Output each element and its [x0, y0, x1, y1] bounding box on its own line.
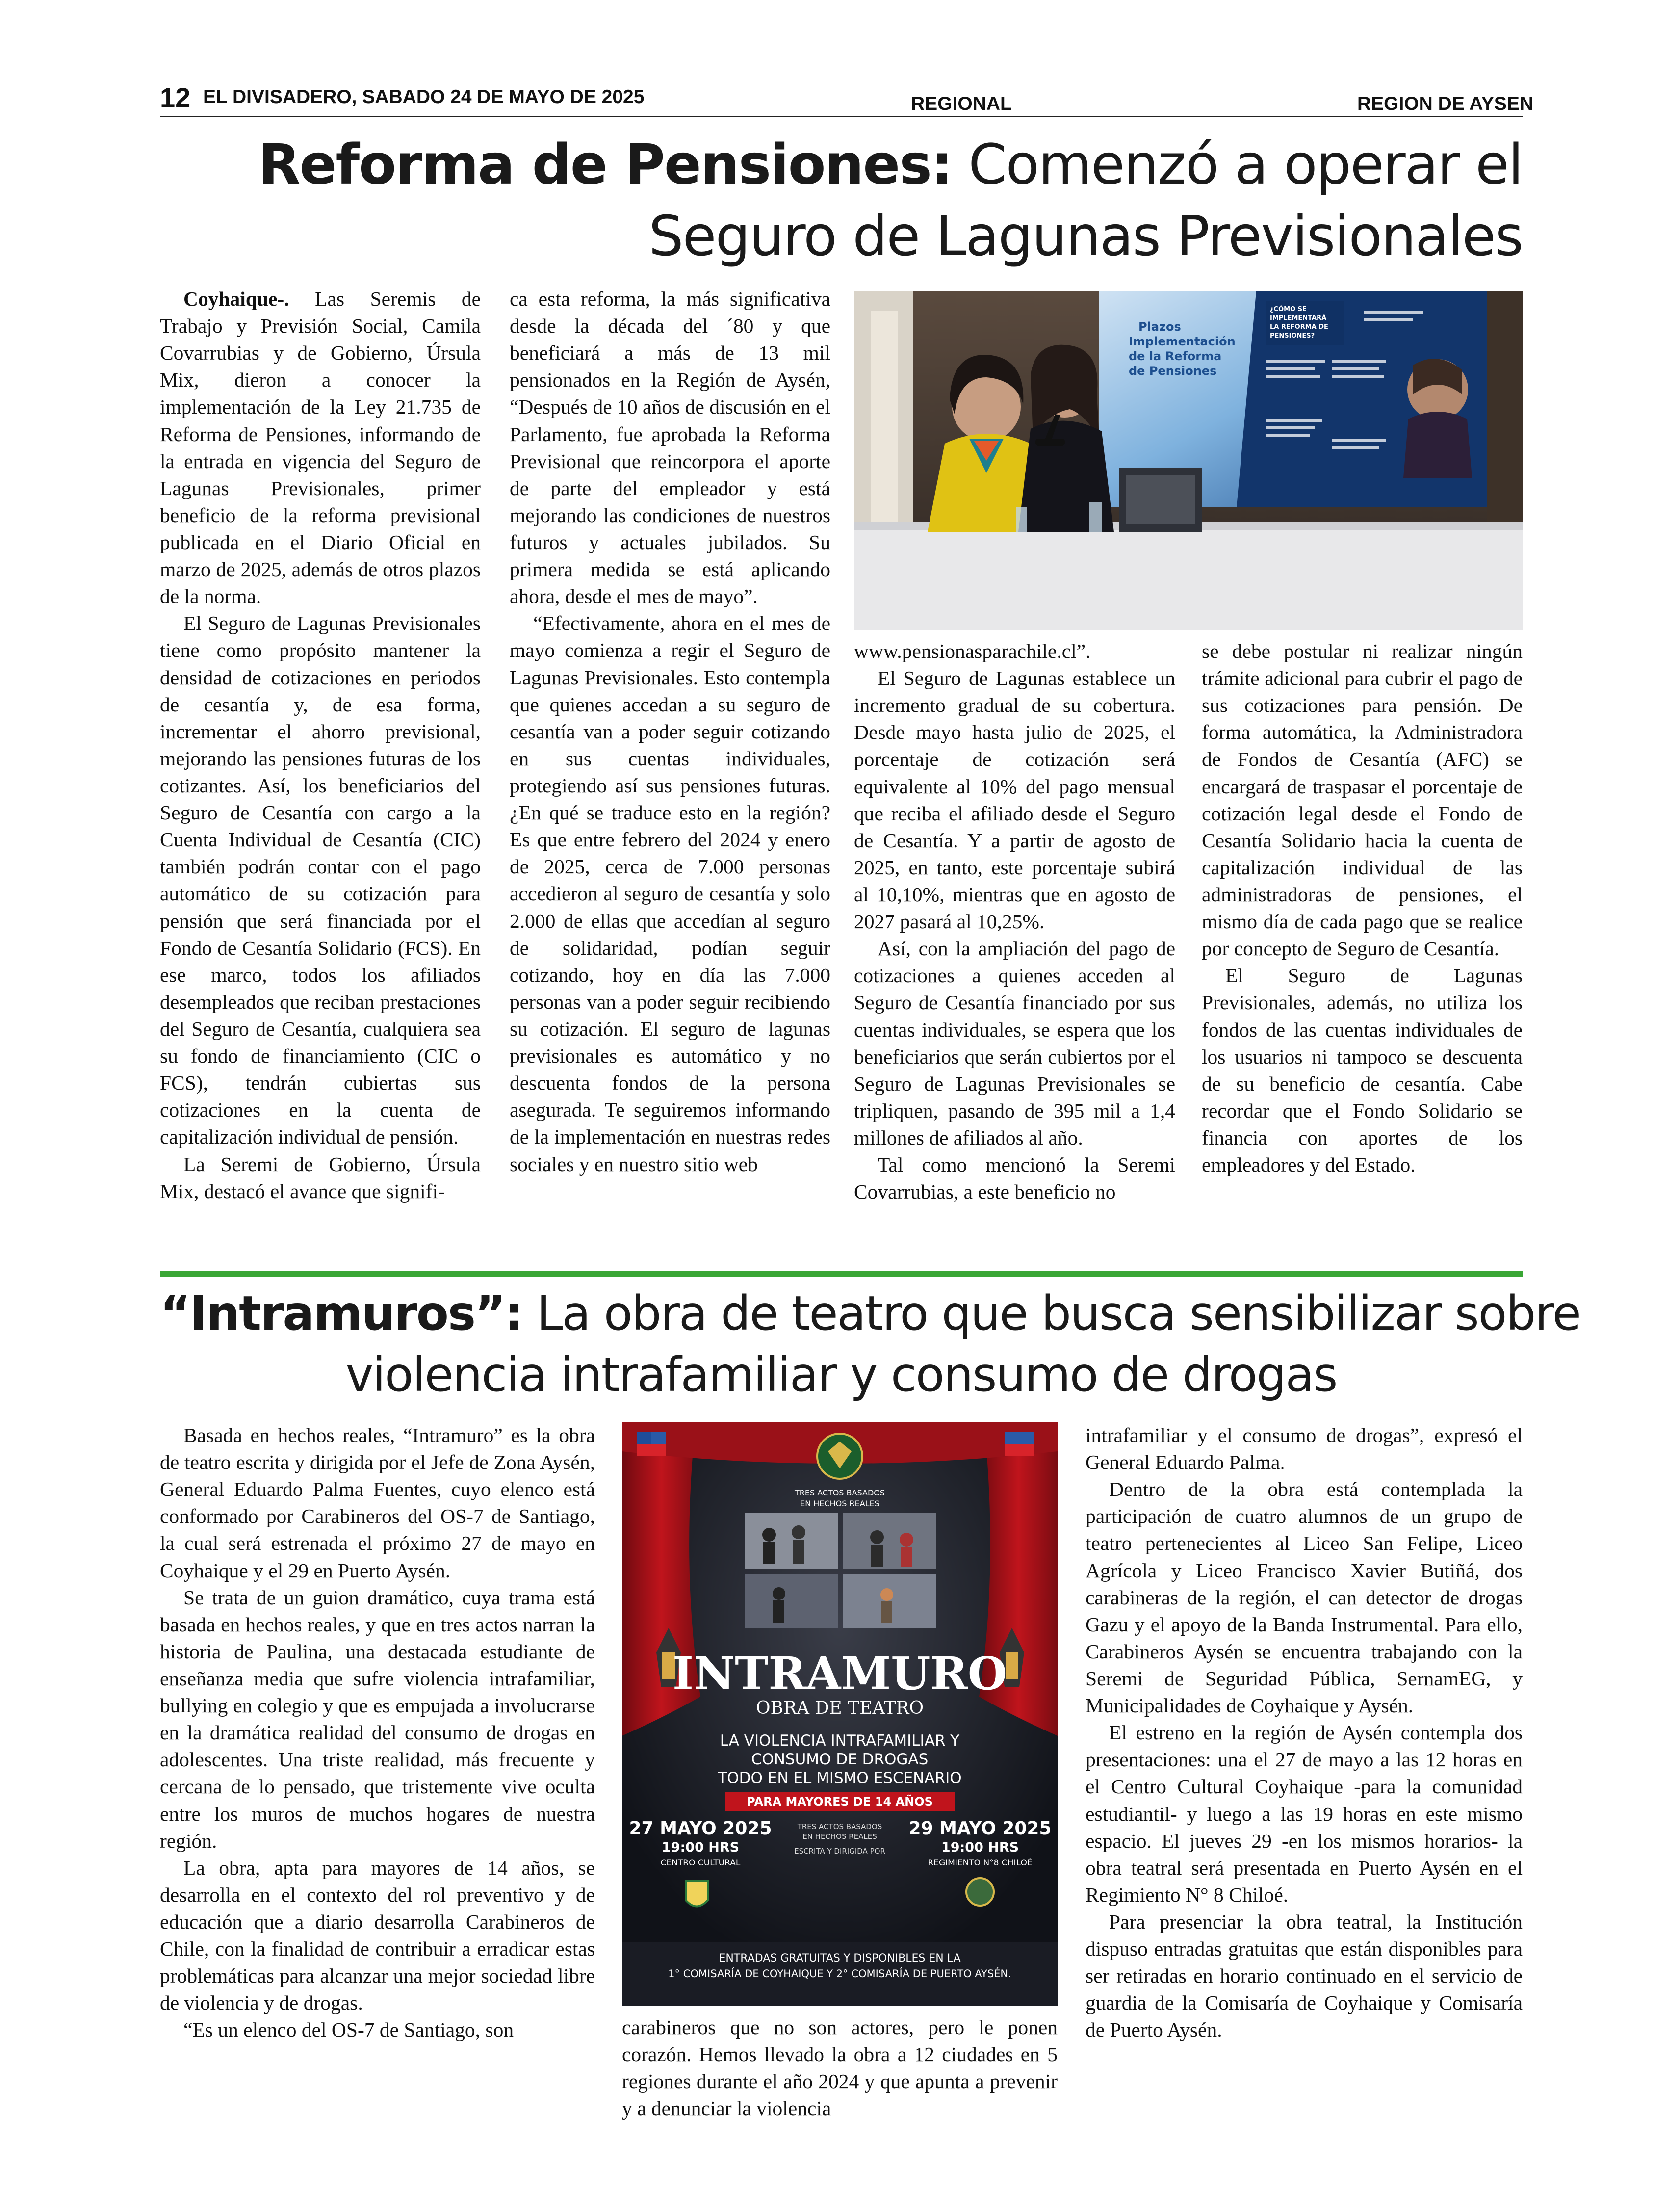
article1-photo [854, 291, 1523, 630]
poster-venue-1: CENTRO CULTURAL [660, 1858, 741, 1868]
article1-column-1 [160, 286, 481, 1205]
article2-col1-p4: “Es un elenco del OS-7 de Santiago, son [183, 2018, 514, 2042]
poster-mid-3: ESCRITA Y DIRIGIDA POR [794, 1847, 885, 1856]
poster-top-banner-1: TRES ACTOS BASADOS [794, 1488, 885, 1497]
article2-col1-p1: Basada en hechos reales, “Intramuro” es la obra de teatro escrita y dirigida por el Jefe de Zona Aysén, General Eduardo Palma Fuentes, cuyo elenco está conformado por Carabineros del OS-7 de Santiago, la cual será estrenada el próximo 27 de mayo en Coyhaique y el 29 en Puerto Aysén. [160, 1424, 595, 1582]
poster-date-2: 29 MAYO 2025 [908, 1818, 1052, 1838]
region-label: REGION DE AYSEN [1357, 93, 1534, 114]
article1-col4-p1: se debe postular ni realizar ningún trámite adicional para cubrir el pago de sus cotizaciones para pensión. De forma automática, la Administradora de Fondos de Cesantía (AFC) se encargará de traspasar el porcentaje de cotización legal desde el Fondo de Cesantía Solidario hacia la cuenta de capitalización individual de las administradoras de pensiones, el mismo día de cada pago que se realice por concepto de Seguro de Cesantía. [1202, 640, 1523, 960]
article1-column-3 [854, 638, 1175, 1206]
svg-text:¿CÓMO SE IMPLEMENTARÁ: ¿CÓMO SE IMPLEMENTARÁ LA REFORMA DE PENSIONES? [1270, 306, 1328, 340]
section-label: REGIONAL [911, 93, 1012, 114]
poster-tagline-1: LA VIOLENCIA INTRAFAMILIAR Y [720, 1732, 960, 1750]
poster-time-1: 19:00 HRS [661, 1840, 740, 1855]
header-divider [160, 116, 1523, 117]
poster-venue-2: REGIMIENTO N°8 CHILOÉ [928, 1858, 1033, 1868]
article1-col3-p2: El Seguro de Lagunas establece un incremento gradual de su cobertura. Desde mayo hasta julio de 2025, el porcentaje de cotización será equivalente al 10% del pago mensual que reciba el afiliado desde el Seguro de Cesantía. Y a partir de agosto de 2025, en tanto, este porcentaje subirá al 10,10%, mientras que en agosto de 2027 pasará al 10,25%. [854, 667, 1175, 933]
article1-dateline: Coyhaique-. [183, 288, 289, 310]
page-number: 12 [160, 82, 191, 113]
theatre-poster-art [622, 1422, 1058, 2006]
article1-col2-p1: ca esta reforma, la más significativa desde la década del ´80 y que beneficiará a más de 13 mil pensionados en la Región de Aysén, “Después de 10 años de discusión en el Parlamento, fue aprobada la Reforma Previsional que reincorpora el aporte de parte del empleador y está mejorando las condiciones de nuestros futuros y actuales jubilados. Su primera medida se está aplicando ahora, desde el mes de mayo”. [510, 288, 830, 608]
article1-col3-p3: Así, con la ampliación del pago de cotizaciones a quienes acceden al Seguro de Cesantía financiado por sus cuentas individuales, se espera que los beneficiarios que serán cubiertos por el Seguro de Lagunas Previsionales se tripliquen, pasando de 395 mil a 1,4 millones de afiliados al año. [854, 937, 1175, 1149]
article2-col3-p2: Dentro de la obra está contemplada la participación de cuatro alumnos de un grupo de teatro pertenecientes al Liceo San Felipe, Liceo Agrícola y Liceo Francisco Xavier Butiñá, dos carabineras de la región, el can detector de drogas Gazu y el apoyo de la Banda Instrumental. Para ello, Carabineros Aysén se encuentra trabajando con la Seremi de Seguridad Pública, SernamEG, y Municipalidades de Coyhaique y Aysén. [1086, 1478, 1523, 1717]
poster-tagline-2: CONSUMO DE DROGAS [751, 1751, 929, 1768]
coyhaique-crest-icon [686, 1881, 708, 1907]
article2-headline-line2: violencia intrafamiliar y consumo de drogas [345, 1347, 1337, 1402]
date-line: EL DIVISADERO, SABADO 24 DE MAYO DE 2025 [203, 86, 645, 107]
poster-footer-2: 1° COMISARÍA DE COYHAIQUE Y 2° COMISARÍA DE PUERTO AYSÉN. [668, 1968, 1011, 1980]
article2-column-2 [622, 2014, 1058, 2122]
article1-col1-p1: Las Seremis de Trabajo y Previsión Social, Camila Covarrubias y de Gobierno, Úrsula Mix, dieron a conocer la implementación de la Ley 21.735 de Reforma de Pensiones, informando de la entrada en vigencia del Seguro de Lagunas Previsionales, primer beneficio de la reforma previsional publicada en el Diario Oficial en marzo de 2025, además de otros plazos de la norma. [160, 288, 481, 608]
poster-mid-1: TRES ACTOS BASADOS [797, 1822, 882, 1831]
article2-col2-p1: carabineros que no son actores, pero le ponen corazón. Hemos llevado la obra a 12 ciudades en 5 regiones durante el año 2024 y que apunta a prevenir y a denunciar la violencia [622, 2016, 1058, 2120]
poster-age: PARA MAYORES DE 14 AÑOS [747, 1795, 933, 1809]
poster-top-banner-2: EN HECHOS REALES [800, 1499, 879, 1508]
poster-footer-1: ENTRADAS GRATUITAS Y DISPONIBLES EN LA [719, 1952, 961, 1965]
article2-column-1 [160, 1422, 595, 2044]
poster-tagline-3: TODO EN EL MISMO ESCENARIO [718, 1769, 962, 1787]
article1-col2-p2: “Efectivamente, ahora en el mes de mayo comienza a regir el Seguro de Lagunas Previsionales. Esto contempla que quienes accedan a su seguro de cesantía van a poder seguir cotizando en sus cuentas individuales, protegiendo así sus pensiones futuras. ¿En qué se traduce esto en la región? Es que entre febrero del 2024 y enero de 2025, cerca de 7.000 personas accedieron al seguro de cesantía y solo 2.000 de ellas que accedían al seguro de solidaridad, podían seguir cotizando, hoy en día las 7.000 personas van a poder seguir recibiendo su cotización. El seguro de lagunas previsionales es automático y no descuenta fondos de la persona asegurada. Te seguiremos informando de la implementación en nuestras redes sociales y en nuestro sitio web [510, 612, 830, 1176]
article1-col3-p4: Tal como mencionó la Seremi Covarrubias, a este beneficio no [854, 1153, 1175, 1204]
poster-title: INTRAMURO [672, 1647, 1008, 1700]
article2-headline [160, 1283, 1580, 1406]
press-conference-photo [854, 291, 1523, 630]
article2-headline-rest: La obra de teatro que busca sensibilizar sobre [522, 1286, 1580, 1341]
article2-col3-p1: intrafamiliar y el consumo de drogas”, expresó el General Eduardo Palma. [1086, 1424, 1523, 1474]
article1-headline-line2: Seguro de Lagunas Previsionales [648, 204, 1523, 268]
article-divider-rule [160, 1271, 1523, 1277]
article1-column-4 [1202, 638, 1523, 1179]
article2-col1-p3: La obra, apta para mayores de 14 años, se desarrolla en el contexto del rol preventivo y de educación que a diario desarrolla Carabineros de Chile, con la finalidad de contribuir a erradicar estas problemáticas para alcanzar una mejor sociedad libre de violencia y de drogas. [160, 1856, 595, 2015]
article2-col3-p3: El estreno en la región de Aysén contempla dos presentaciones: una el 27 de mayo a las 12 horas en el Centro Cultural Coyhaique -para la comunidad estudiantil- y luego a las 19 horas en este mismo espacio. El jueves 29 -en los mismos horarios- la obra teatral será presentada en Puerto Aysén en el Regimiento N° 8 Chiloé. [1086, 1721, 1523, 1906]
poster-subtitle: OBRA DE TEATRO [755, 1698, 924, 1718]
article1-col1-p2: El Seguro de Lagunas Previsionales tiene como propósito mantener la densidad de cotizaciones en periodos de cesantía y, de esa forma, incrementar el ahorro previsional, mejorando las pensiones futuras de los cotizantes. Así, los beneficiarios del Seguro de Cesantía con cargo a la Cuenta Individual de Cesantía (CIC) también podrán contar con el pago automático de su cotización para pensión que será financiada por el Fondo de Cesantía Solidario (FCS). En ese marco, todos los afiliados desempleados que reciban prestaciones del Seguro de Cesantía, cualquiera sea su fondo de financiamiento (CIC o FCS), tendrán cubiertas sus cotizaciones en la cuenta de capitalización individual de pensión. [160, 612, 481, 1149]
article1-column-2 [510, 286, 830, 1178]
article1-col4-p2: El Seguro de Lagunas Previsionales, además, no utiliza los fondos de las cuentas individuales de los usuarios ni tampoco se descuenta de su beneficio de cesantía. Cabe recordar que el Fondo Solidario se financia con aportes de los empleadores y del Estado. [1202, 964, 1523, 1177]
article2-column-3 [1086, 1422, 1523, 2044]
article2-headline-bold: “Intramuros”: [160, 1286, 523, 1341]
article1-col1-p3: La Seremi de Gobierno, Úrsula Mix, destacó el avance que signifi- [160, 1153, 481, 1203]
poster-mid-2: EN HECHOS REALES [802, 1832, 877, 1841]
article1-headline-bold: Reforma de Pensiones: [258, 133, 952, 197]
poster-date-1: 27 MAYO 2025 [629, 1818, 772, 1838]
svg-text:Plazos Implementación: Plazos Implementación de la Reforma de Pensiones [1129, 320, 1236, 378]
intramuro-poster [622, 1422, 1058, 2006]
article2-col3-p4: Para presenciar la obra teatral, la Institución dispuso entradas gratuitas que están disponibles para ser retiradas en horario continuado en el servicio de guardia de la Comisaría de Coyhaique y Comisaría de Puerto Aysén. [1086, 1910, 1523, 2042]
article1-headline-rest: Comenzó a operar el [952, 133, 1523, 197]
article2-col1-p2: Se trata de un guion dramático, cuya trama está basada en hechos reales, y que en tres actos narran la historia de Paulina, una destacada estudiante de enseñanza media que sufre violencia intrafamiliar, bullying en colegio y que es empujada a involucrarse en la dramática realidad del consumo de drogas en adolescentes. Una triste realidad, más frecuente y cercana de lo pensado, que tristemente vive oculta entre los muros de muchos hogares de nuestra región. [160, 1586, 595, 1852]
poster-time-2: 19:00 HRS [941, 1840, 1019, 1855]
article1-headline [258, 130, 1523, 272]
regiment-crest-icon [966, 1878, 994, 1906]
article1-col3-p1: www.pensionasparachile.cl”. [854, 640, 1091, 662]
